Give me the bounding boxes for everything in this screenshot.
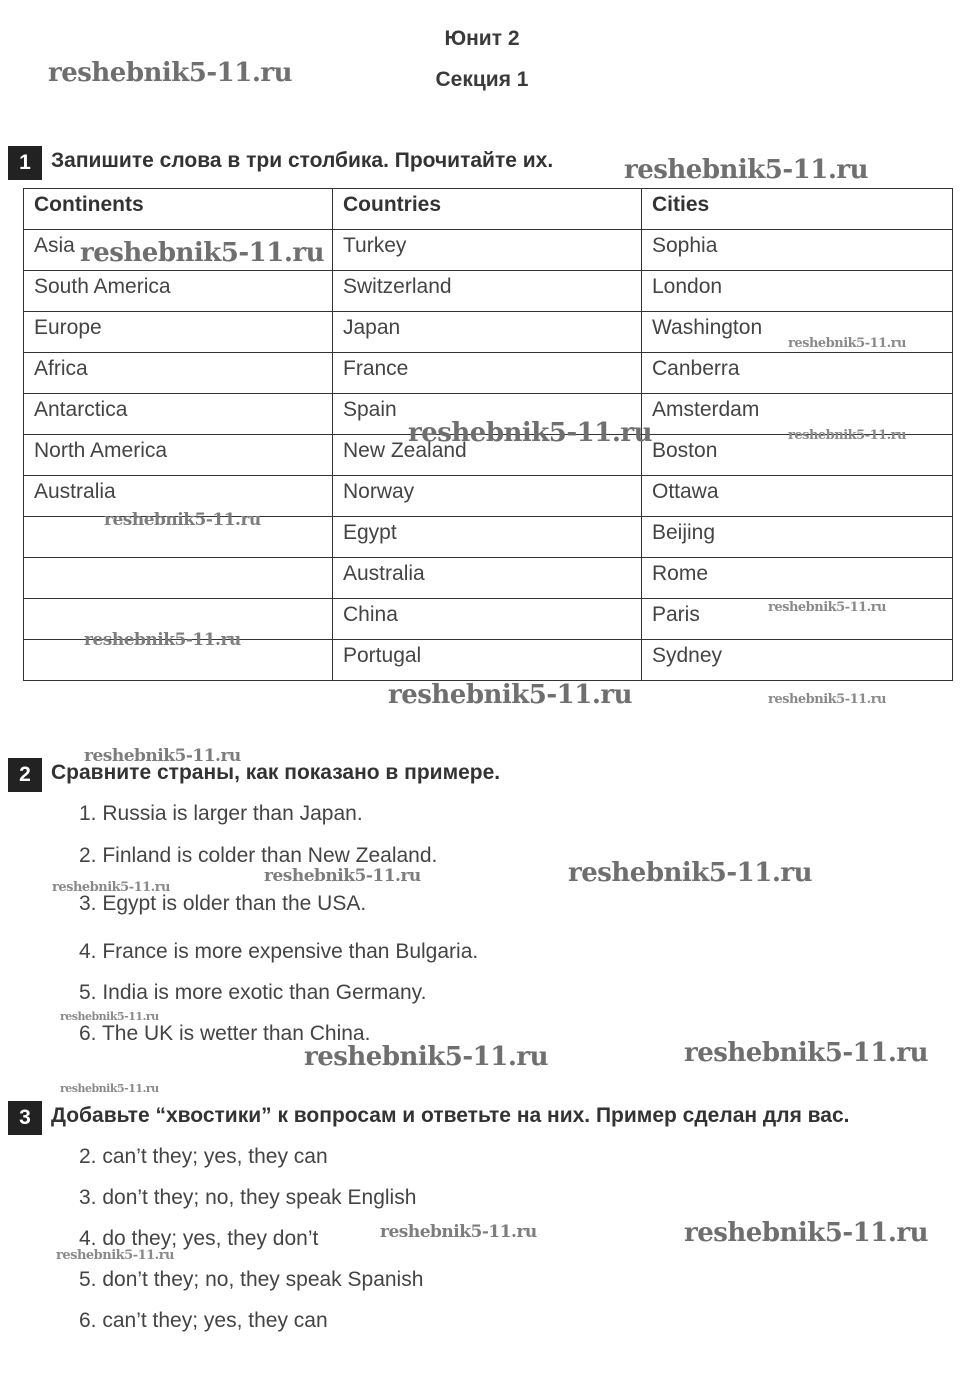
list-item: 4. France is more expensive than Bulgaria. (79, 940, 479, 963)
table-cell (24, 558, 333, 599)
table-cell: Australia (24, 476, 333, 517)
table-cell: Washington (642, 312, 953, 353)
table-cell: South America (24, 271, 333, 312)
table-cell: North America (24, 435, 333, 476)
watermark: reshebnik5-11.ru (56, 1248, 175, 1263)
table-header-row (24, 189, 953, 230)
table-cell: Boston (642, 435, 953, 476)
list-item: 2. Finland is colder than New Zealand. (79, 844, 438, 867)
task-3-title: Добавьте “хвостики” к вопросам и ответьте на них. Пример сделан для вас. (51, 1104, 850, 1127)
watermark: reshebnik5-11.ru (388, 680, 633, 710)
table-cell: Spain (333, 394, 642, 435)
list-item: 6. can’t they; yes, they can (79, 1309, 328, 1332)
table-cell: Beijing (642, 517, 953, 558)
list-item: 4. do they; yes, they don’t (79, 1227, 319, 1250)
watermark: reshebnik5-11.ru (568, 858, 813, 888)
table-cell: Asia (24, 230, 333, 271)
task-1-number: 1 (8, 146, 42, 180)
watermark: reshebnik5-11.ru (684, 1218, 929, 1248)
table-cell: Turkey (333, 230, 642, 271)
watermark: reshebnik5-11.ru (304, 1042, 549, 1072)
watermark: reshebnik5-11.ru (104, 510, 261, 530)
table-row (24, 558, 953, 599)
table-cell: New Zealand (333, 435, 642, 476)
watermark: reshebnik5-11.ru (788, 336, 907, 351)
table-cell: Antarctica (24, 394, 333, 435)
section-title: Секция 1 (435, 68, 529, 91)
table-cell: Africa (24, 353, 333, 394)
list-item: 6. The UK is wetter than China. (79, 1022, 371, 1045)
table-cell: Egypt (333, 517, 642, 558)
list-item: 5. don’t they; no, they speak Spanish (79, 1268, 424, 1291)
watermark: reshebnik5-11.ru (84, 746, 241, 766)
table-cell: Paris (642, 599, 953, 640)
table-cell: Europe (24, 312, 333, 353)
table-cell: Switzerland (333, 271, 642, 312)
table-cell: Portugal (333, 640, 642, 681)
list-item: 2. can’t they; yes, they can (79, 1145, 328, 1168)
list-item: 5. India is more exotic than Germany. (79, 981, 427, 1004)
watermark: reshebnik5-11.ru (60, 1082, 159, 1095)
table-cell: Rome (642, 558, 953, 599)
unit-title: Юнит 2 (444, 27, 520, 50)
list-item: 3. don’t they; no, they speak English (79, 1186, 417, 1209)
watermark: reshebnik5-11.ru (624, 155, 869, 185)
watermark: reshebnik5-11.ru (48, 58, 293, 88)
table-cell: Ottawa (642, 476, 953, 517)
watermark: reshebnik5-11.ru (80, 238, 325, 268)
task-2-number: 2 (8, 758, 42, 792)
watermark: reshebnik5-11.ru (380, 1222, 537, 1242)
table-row (24, 271, 953, 312)
task-1-title: Запишите слова в три столбика. Прочитайте их. (51, 149, 554, 172)
table-row (24, 353, 953, 394)
table-cell: China (333, 599, 642, 640)
table-cell: Sophia (642, 230, 953, 271)
task-2-title: Сравните страны, как показано в примере. (51, 761, 501, 784)
column-header-countries: Countries (333, 189, 642, 230)
watermark: reshebnik5-11.ru (84, 630, 241, 650)
table-cell: Japan (333, 312, 642, 353)
table-cell: Canberra (642, 353, 953, 394)
table-cell: Norway (333, 476, 642, 517)
watermark: reshebnik5-11.ru (768, 692, 887, 707)
watermark: reshebnik5-11.ru (264, 866, 421, 886)
list-item: 3. Egypt is older than the USA. (79, 892, 367, 915)
task-3-number: 3 (8, 1101, 42, 1135)
table-cell: London (642, 271, 953, 312)
watermark: reshebnik5-11.ru (768, 600, 887, 615)
watermark: reshebnik5-11.ru (60, 1010, 159, 1023)
watermark: reshebnik5-11.ru (52, 880, 171, 895)
column-header-cities: Cities (642, 189, 953, 230)
table-cell: Australia (333, 558, 642, 599)
table-cell: Amsterdam (642, 394, 953, 435)
table-cell: France (333, 353, 642, 394)
watermark: reshebnik5-11.ru (788, 428, 907, 443)
list-item: 1. Russia is larger than Japan. (79, 802, 363, 825)
watermark: reshebnik5-11.ru (684, 1038, 929, 1068)
table-cell: Sydney (642, 640, 953, 681)
watermark: reshebnik5-11.ru (408, 418, 653, 448)
column-header-continents: Continents (24, 189, 333, 230)
